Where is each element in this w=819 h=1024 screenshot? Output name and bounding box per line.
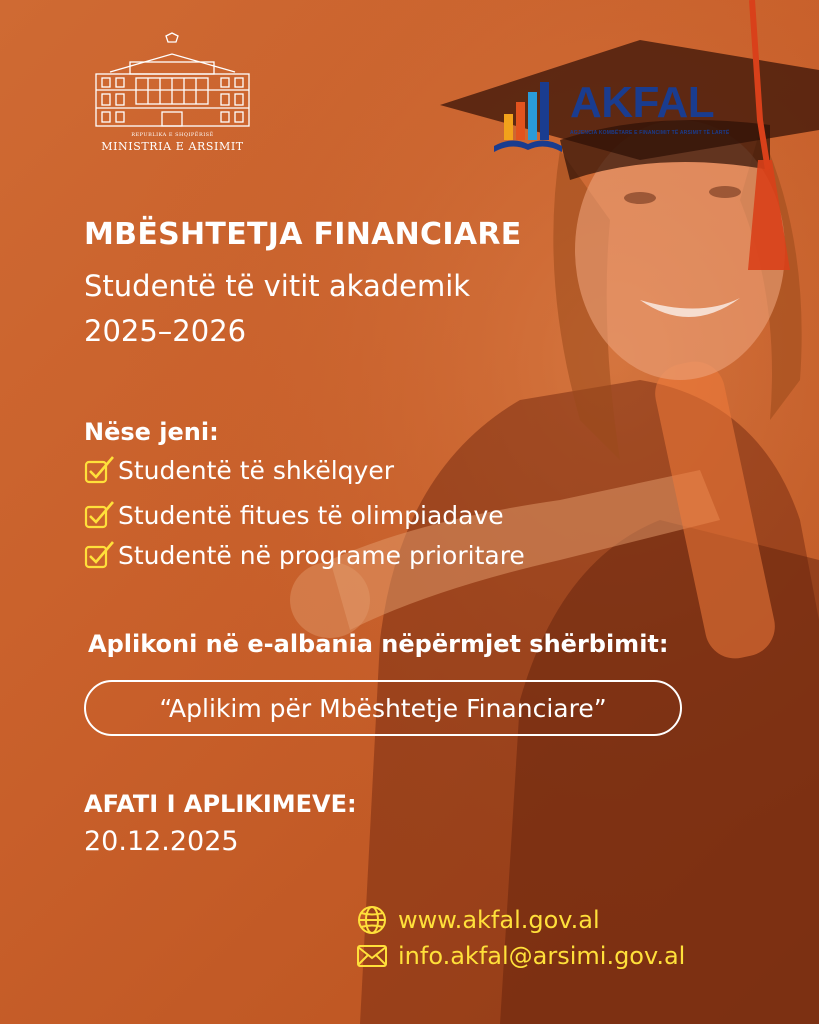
ministry-logo xyxy=(90,32,255,154)
eligibility-item xyxy=(84,540,525,570)
academic-year: 2025–2026 xyxy=(84,314,247,348)
eligibility-item xyxy=(84,500,504,530)
academic-year-label: Studentë të vitit akademik xyxy=(84,269,471,303)
ministry-name: MINISTRIA E ARSIMIT xyxy=(101,140,244,153)
website-contact xyxy=(356,904,600,936)
checkbox-icon xyxy=(84,540,116,570)
eligibility-item-label: Studentë fitues të olimpiadave xyxy=(118,500,504,530)
website-link[interactable]: www.akfal.gov.al xyxy=(398,906,600,934)
apply-instruction: Aplikoni në e-albania nëpërmjet shërbimit: xyxy=(88,630,669,658)
headline: MBËSHTETJA FINANCIARE xyxy=(84,217,522,252)
checkbox-icon xyxy=(84,455,116,485)
deadline-label: AFATI I APLIKIMEVE: xyxy=(84,790,357,818)
eligibility-heading: Nëse jeni: xyxy=(84,418,219,446)
akfal-brand: AKFAL xyxy=(570,78,715,127)
eligibility-item-label: Studentë të shkëlqyer xyxy=(118,455,394,485)
globe-icon xyxy=(356,904,388,936)
service-name-pill: “Aplikim për Mbështetje Financiare” xyxy=(84,680,682,736)
eligibility-item xyxy=(84,455,394,485)
book-chart-icon xyxy=(490,80,570,152)
ministry-building-icon xyxy=(90,32,255,132)
akfal-subtitle: AGJENCIA KOMBËTARE E FINANCIMIT TË ARSIMIT TË LARTË xyxy=(570,130,730,136)
email-link[interactable]: info.akfal@arsimi.gov.al xyxy=(398,942,686,970)
checkbox-icon xyxy=(84,500,116,530)
ministry-small-text: REPUBLIKA E SHQIPËRISË xyxy=(131,132,214,138)
deadline-date: 20.12.2025 xyxy=(84,826,239,857)
eligibility-item-label: Studentë në programe prioritare xyxy=(118,540,525,570)
mail-icon xyxy=(356,942,388,970)
akfal-logo xyxy=(490,78,730,152)
email-contact xyxy=(356,942,685,970)
